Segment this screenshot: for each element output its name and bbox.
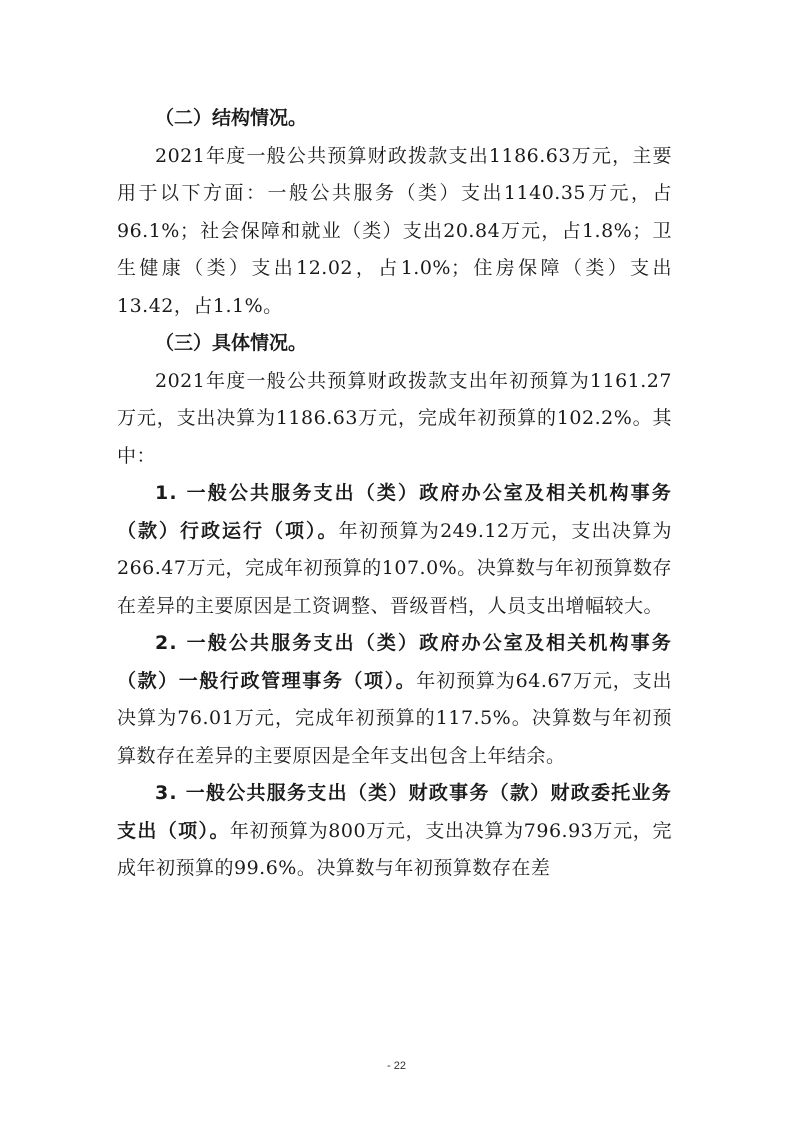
section-heading-structure: （二）结构情况。 (155, 107, 308, 129)
item-body-3: 年初预算为800万元，支出决算为796.93万元，完成年初预算的99.6%。决算数与年初预算数存在差 (117, 819, 673, 879)
page-number: - 22 (387, 1060, 406, 1072)
page-content (117, 100, 672, 888)
paragraph-details: 2021年度一般公共预算财政拨款支出年初预算为1161.27万元，支出决算为1186.63万元，完成年初预算的102.2%。其中： (117, 369, 672, 467)
item-paragraph-1 (117, 475, 672, 625)
item-body-1: 年初预算为249.12万元，支出决算为266.47万元，完成年初预算的107.0%。决算数与年初预算数存在差异的主要原因是工资调整、晋级晋档，人员支出增幅较大。 (117, 519, 673, 617)
item-body-2: 年初预算为64.67万元，支出决算为76.01万元，完成年初预算的117.5%。决算数与年初预算数存在差异的主要原因是全年支出包含上年结余。 (117, 669, 672, 767)
item-paragraph-3 (117, 775, 672, 888)
item-title-1: 1. 一般公共服务支出（类）政府办公室及相关机构事务（款）行政运行（项）。 (117, 482, 672, 542)
section-heading-details: （三）具体情况。 (155, 332, 308, 354)
item-title-3: 3. 一般公共服务支出（类）财政事务（款）财政委托业务支出（项）。 (117, 782, 672, 842)
item-title-2: 2. 一般公共服务支出（类）政府办公室及相关机构事务（款）一般行政管理事务（项）。 (117, 632, 672, 692)
item-paragraph-2 (117, 625, 672, 775)
paragraph-structure: 2021年度一般公共预算财政拨款支出1186.63万元，主要用于以下方面：一般公共服务（类）支出1140.35万元，占96.1%；社会保障和就业（类）支出20.84万元，占1.8%；卫生健康（类）支出12.02，占1.0%；住房保障（类）支出13.42，占1.1%。 (117, 144, 672, 317)
